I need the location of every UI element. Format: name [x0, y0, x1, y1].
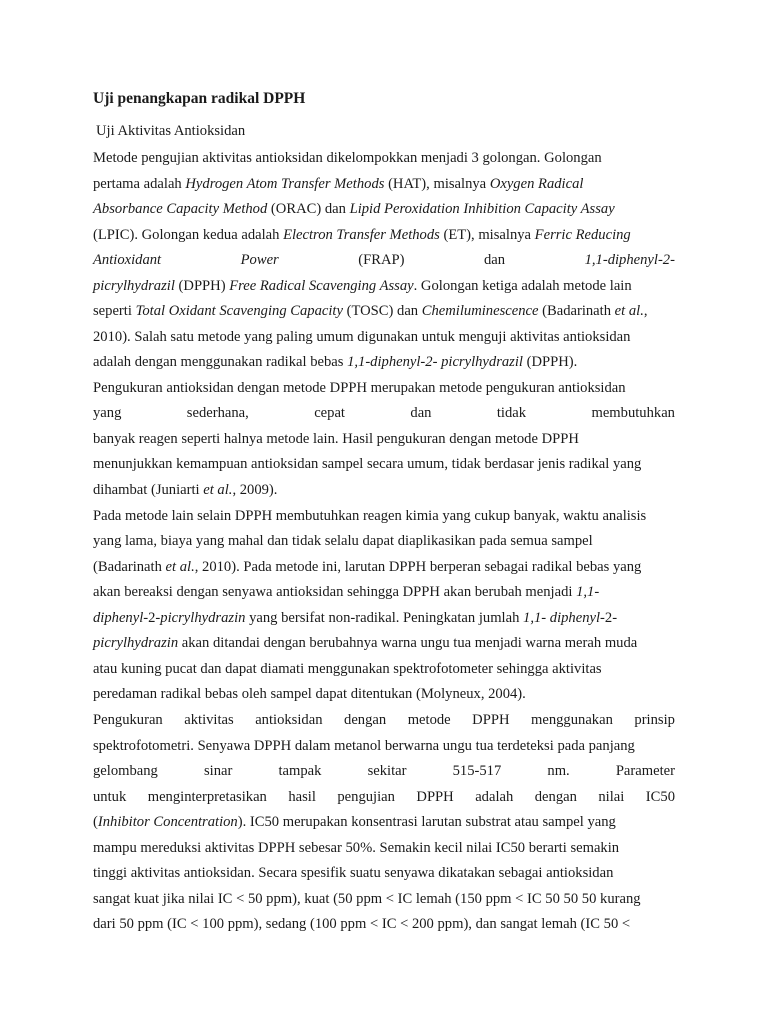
text-run: (Badarinath [93, 558, 166, 575]
text-run: DPPH [416, 788, 454, 805]
text-line [93, 531, 675, 551]
text-run: Metode pengujian aktivitas antioksidan dikelompokkan menjadi 3 golongan. Golongan [93, 150, 602, 166]
text-line [93, 736, 675, 756]
italic-term: Total Oxidant Scavenging Capacity [135, 303, 343, 319]
text-run: hasil [288, 788, 316, 805]
italic-term: Antioxidant [93, 252, 162, 268]
text-run: (TOSC) dan [342, 303, 422, 319]
text-run: , 2009). [232, 481, 278, 498]
italic-term: 1,1-diphenyl-2- [584, 252, 675, 268]
text-line [93, 557, 675, 577]
text-run: aktivitas [184, 712, 234, 728]
italic-term: picrylhydrazin [93, 635, 179, 651]
italic-term: Chemiluminescence [421, 303, 539, 319]
text-run: peredaman radikal bebas oleh sampel dapat ditentukan (Molyneux, 2004). [93, 686, 526, 702]
text-run: (ORAC) dan [267, 201, 350, 217]
text-line [93, 633, 675, 653]
text-line [93, 174, 675, 194]
text-line [93, 761, 675, 781]
italic-term: Absorbance Capacity Method [93, 201, 268, 217]
text-run: 515-517 [452, 763, 502, 779]
italic-term: 1,1- diphenyl [523, 609, 601, 626]
italic-term: Electron Transfer Methods [283, 226, 440, 243]
text-line [93, 378, 675, 398]
text-run: pengujian [337, 788, 395, 805]
text-line [93, 429, 675, 449]
text-run: cepat [314, 405, 345, 421]
text-line [93, 327, 675, 347]
text-line [93, 352, 675, 372]
text-run: (FRAP) [358, 252, 405, 268]
text-run: dengan [534, 788, 577, 805]
text-line [93, 889, 675, 909]
text-run: yang bersifat non-radikal. Peningkatan jumlah [245, 609, 524, 626]
text-run: tidak [496, 405, 527, 421]
text-run: nilai [598, 788, 625, 805]
text-line [93, 608, 675, 628]
text-run: Pengukuran [93, 712, 163, 728]
text-run: menunjukkan kemampuan antioksidan sampel secara umum, tidak berdasar jenis radikal yang [93, 456, 642, 472]
text-run: ). IC50 merupakan konsentrasi larutan substrat atau sampel yang [237, 814, 616, 830]
text-run: , [643, 303, 648, 319]
text-line [93, 148, 675, 168]
text-line [93, 863, 675, 883]
text-run: dihambat (Juniarti [93, 481, 204, 498]
text-run: pertama adalah [93, 175, 186, 192]
page-title: Uji penangkapan radikal DPPH [93, 90, 306, 107]
text-run: menginterpretasikan [147, 788, 267, 805]
text-run: atau kuning pucat dan dapat diamati menggunakan spektrofotometer sehingga aktivitas [93, 660, 602, 677]
text-run: dari 50 ppm (IC < 100 ppm), sedang (100 ppm < IC < 200 ppm), dan sangat lemah (IC 50 < [93, 916, 631, 932]
italic-term: Oxygen Radical [489, 175, 584, 192]
text-run: antioksidan [255, 712, 323, 728]
text-line [93, 914, 675, 934]
text-run: banyak reagen seperti halnya metode lain. Hasil pengukuran dengan metode DPPH [93, 430, 579, 447]
text-run: 2010). Salah satu metode yang paling umum digunakan untuk menguji aktivitas antioksidan [93, 328, 631, 345]
text-run: menggunakan [531, 712, 613, 728]
italic-term: diphenyl- [93, 609, 149, 626]
text-run: ( [93, 814, 98, 830]
text-line [93, 659, 675, 679]
text-line [93, 403, 675, 423]
text-run: nm. [547, 763, 570, 779]
section-subtitle: Uji Aktivitas Antioksidan [96, 123, 246, 139]
text-run: yang lama, biaya yang mahal dan tidak selalu dapat diaplikasikan pada semua sampel [93, 533, 593, 549]
text-run: membutuhkan [591, 405, 675, 421]
text-run: sangat kuat jika nilai IC < 50 ppm), kuat (50 ppm < IC lemah (150 ppm < IC 50 50 50 kurang [93, 890, 641, 907]
text-run: tinggi aktivitas antioksidan. Secara spesifik suatu senyawa dikatakan sebagai antioksidan [93, 865, 614, 881]
italic-term: 1,1- [576, 584, 600, 600]
text-run: mampu mereduksi aktivitas DPPH sebesar 50%. Semakin kecil nilai IC50 berarti semakin [93, 839, 620, 856]
text-run: -2- [600, 609, 618, 626]
italic-term: Lipid Peroxidation Inhibition Capacity Assay [349, 201, 615, 217]
text-line [93, 710, 675, 730]
text-run: 2- [148, 609, 161, 626]
text-run: tampak [278, 763, 322, 779]
text-run: (DPPH) [174, 277, 230, 294]
text-run: metode [407, 712, 451, 728]
text-run: . Golongan ketiga adalah metode lain [413, 277, 632, 294]
text-run: Pada metode lain selain DPPH membutuhkan reagen kimia yang cukup banyak, waktu analisis [93, 507, 647, 524]
text-run: dan [410, 405, 432, 421]
italic-term: et al. [203, 481, 233, 498]
text-line [93, 276, 675, 296]
text-run: gelombang [93, 763, 158, 779]
text-line [93, 301, 675, 321]
text-run: sinar [203, 763, 233, 779]
text-run: untuk [93, 788, 127, 805]
text-run: , 2010). Pada metode ini, larutan DPPH berperan sebagai radikal bebas yang [194, 558, 642, 575]
text-run: sekitar [367, 763, 407, 779]
text-run: (ET), misalnya [439, 226, 535, 243]
italic-term: Free Radical Scavenging Assay [229, 277, 414, 294]
text-run: dan [484, 252, 506, 268]
text-run: (LPIC). Golongan kedua adalah [93, 226, 284, 243]
italic-term: Ferric Reducing [534, 226, 631, 243]
text-run: Parameter [615, 763, 675, 779]
italic-term: picrylhydrazin [160, 609, 246, 626]
text-line [93, 812, 675, 832]
italic-term: Hydrogen Atom Transfer Methods [185, 175, 385, 192]
italic-term: Inhibitor Concentration [97, 814, 238, 830]
text-run: seperti [93, 303, 136, 319]
text-line [93, 838, 675, 858]
text-run: sederhana, [186, 405, 249, 421]
text-run: yang [93, 405, 122, 421]
text-line [93, 787, 675, 807]
text-line [93, 454, 675, 474]
text-run: adalah dengan menggunakan radikal bebas [93, 354, 348, 370]
text-run: akan ditandai dengan berubahnya warna ungu tua menjadi warna merah muda [178, 635, 638, 651]
text-line [93, 199, 675, 219]
text-line [93, 684, 675, 704]
text-run: prinsip [634, 712, 675, 728]
text-run: spektrofotometri. Senyawa DPPH dalam metanol berwarna ungu tua terdeteksi pada panjang [93, 737, 635, 754]
italic-term: 1,1-diphenyl-2- picrylhydrazil [347, 354, 523, 370]
text-run: DPPH [472, 712, 510, 728]
text-run: dengan [344, 712, 387, 728]
italic-term: et al. [165, 558, 195, 575]
italic-term: et al. [614, 303, 644, 319]
text-run: adalah [475, 788, 514, 805]
text-run: akan bereaksi dengan senyawa antioksidan sehingga DPPH akan berubah menjadi [93, 584, 577, 600]
text-run: (HAT), misalnya [384, 175, 490, 192]
text-run: Pengukuran antioksidan dengan metode DPPH merupakan metode pengukuran antioksidan [93, 379, 626, 396]
text-run: (DPPH). [522, 354, 578, 370]
italic-term: Power [240, 252, 279, 268]
text-run: IC50 [645, 788, 675, 805]
text-line [93, 480, 675, 500]
italic-term: picrylhydrazil [93, 277, 175, 294]
text-line [93, 225, 675, 245]
text-line [93, 506, 675, 526]
text-run: (Badarinath [538, 303, 615, 319]
text-line [93, 582, 675, 602]
text-line [93, 250, 675, 270]
